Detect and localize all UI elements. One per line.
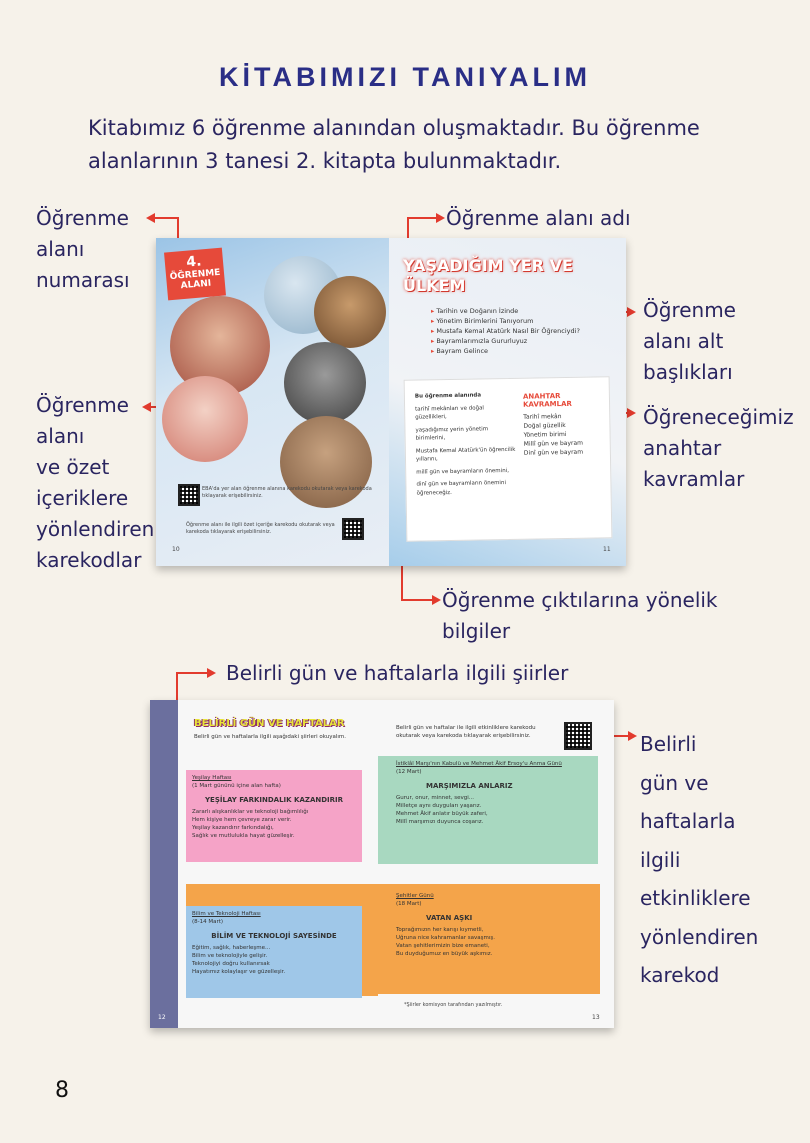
label-line: Belirli [640, 732, 697, 756]
poem-date: (1 Mart gününü içine alan hafta) [192, 783, 281, 789]
label-line: yönlendiren [640, 924, 759, 949]
poem-line: Yeşilay kazandırır farkındalığı, [192, 825, 274, 831]
qr-note: Belirli gün ve haftalar ile ilgili etkinliklere karekodu okutarak veya karekoda tıklayarak erişebilirsiniz. [396, 725, 536, 739]
keyword-item: Yönetim birimi [523, 430, 567, 439]
topic-item: ▸ Bayramlarımızla Gururluyuz [431, 336, 611, 346]
arrow-icon [627, 408, 636, 418]
poem-line: Mehmet Âkif anlatır büyük zaferi, [396, 811, 488, 817]
topic-item: ▸ Bayram Gelince [431, 346, 611, 356]
poem-title: MARŞIMIZLA ANLARIZ [426, 782, 513, 790]
poem-date: (8-14 Mart) [192, 919, 224, 925]
poem-line: Milletçe aynı duyguları yaşarız. [396, 803, 482, 809]
label-line: Öğrenme çıktılarına yönelik [442, 588, 718, 612]
keyword-item: Tarihî mekân [523, 413, 562, 421]
poem-line: Teknolojiyi doğru kullanırsak [192, 961, 270, 967]
intro-line: alanlarının 3 tanesi 2. kitapta bulunmaktadır. [88, 149, 562, 173]
keyword-item: Doğal güzellik [523, 421, 566, 430]
label-line: anahtar [643, 436, 722, 460]
label-line: alanı alt [643, 329, 724, 353]
book2-right-page [378, 700, 614, 1028]
keyword-item: Millî gün ve bayram [523, 439, 584, 448]
outcomes-list [415, 391, 517, 498]
label-line: Öğreneceğimiz [643, 405, 794, 429]
outcome-item: tarihî mekânları ve doğal güzellikleri, [415, 404, 485, 421]
image-ataturk-icon [284, 342, 366, 424]
poem-week: İstiklâl Marşı'nın Kabulü ve Mehmet Âkif Ersoy'u Anma Günü [396, 761, 562, 767]
page-number: 12 [158, 1014, 166, 1021]
outcome-item: yaşadığımız yerin yönetim birimlerini, [415, 425, 489, 442]
poem-week: Bilim ve Teknoloji Haftası [192, 911, 261, 917]
poem-line: Hem kişiye hem çevreye zarar verir. [192, 817, 292, 823]
page-number: 13 [592, 1014, 600, 1021]
label-line: yönlendiren [36, 517, 155, 541]
qr-text: Öğrenme alanı ile ilgili özet içeriğe karekodu okutarak veya karekoda tıklayarak erişebilirsiniz. [186, 522, 335, 535]
label-line: alanı [36, 237, 85, 261]
poem-line: Toprağımızın her karışı kıymetli, [396, 927, 484, 933]
arrow-line [154, 217, 178, 219]
label-line: Öğrenme [36, 206, 129, 230]
label-line: karekodlar [36, 548, 142, 572]
eba-text: EBA'da yer alan öğrenme alanına karekodu okutarak veya karekoda tıklayarak erişebilirsiniz. [202, 486, 372, 499]
intro-text [88, 112, 700, 178]
poem-week: Şehitler Günü [396, 893, 434, 899]
label-line: etkinliklere [640, 886, 751, 910]
label-activity-qr [640, 725, 758, 995]
label-line: alanı [36, 424, 85, 448]
poem-line: Hayatımız kolaylaşır ve güzelleşir. [192, 969, 286, 975]
page-side-strip [150, 700, 178, 1028]
poem-date: (12 Mart) [396, 769, 422, 775]
badge-text: ÖĞRENME ALANI [169, 267, 221, 292]
poem-date: (18 Mart) [396, 901, 422, 907]
label-line: Öğrenme [36, 393, 129, 417]
poem-line: Bilim ve teknolojiyle gelişir. [192, 953, 268, 959]
label-line: ve özet [36, 455, 110, 479]
topic-item: ▸ Yönetim Birimlerini Tanıyorum [431, 316, 611, 326]
label-line: başlıkları [643, 360, 733, 384]
poem-card [396, 892, 592, 958]
image-ruins-icon [314, 276, 386, 348]
label-line: kavramlar [643, 467, 745, 491]
label-qr-codes [36, 390, 154, 576]
page-number: 8 [55, 1078, 69, 1103]
keywords-box [523, 391, 604, 457]
poem-line: Vatan şehitlerimizin bize emaneti, [396, 943, 490, 949]
poem-line: Zararlı alışkanlıklar ve teknoloji bağımlılığı [192, 809, 309, 815]
topic-list [431, 306, 611, 356]
arrow-line [407, 217, 436, 219]
label-poems: Belirli gün ve haftalarla ilgili şiirler [226, 661, 569, 685]
label-learning-area-number [36, 203, 130, 296]
poem-title: YEŞİLAY FARKINDALIK KAZANDIRIR [204, 796, 344, 804]
arrow-line [176, 672, 208, 674]
label-subtopics [643, 295, 736, 388]
learning-area-badge [164, 248, 226, 301]
poem-line: Bu duyduğumuz en büyük aşkımız. [396, 951, 493, 957]
outcome-item: millî gün ve bayramların önemini, [416, 467, 509, 476]
image-kids-flags-icon [162, 376, 248, 462]
page-number: 10 [172, 546, 180, 553]
outcomes-paper [404, 376, 613, 542]
qr-code-icon[interactable] [564, 722, 592, 750]
book1-left-page [156, 238, 389, 566]
poem-line: Millî marşımızı duyunca coşarız. [396, 819, 484, 825]
arrow-line [401, 599, 433, 601]
label-line: içeriklere [36, 486, 129, 510]
poem-card [186, 906, 362, 998]
poem-title: VATAN AŞKI [426, 914, 473, 922]
arrow-icon [628, 731, 637, 741]
intro-line: Kitabımız 6 öğrenme alanından oluşmaktadır. Bu öğrenme [88, 116, 700, 140]
label-line: numarası [36, 268, 130, 292]
page-title: KİTABIMIZI TANIYALIM [219, 62, 591, 92]
label-line: gün ve [640, 770, 709, 795]
footnote: *Şiirler komisyon tarafından yazılmıştır. [404, 1002, 503, 1008]
book1-right-page [389, 238, 626, 566]
poem-title: BİLİM VE TEKNOLOJİ SAYESİNDE [211, 932, 337, 940]
label-line: ilgili [640, 847, 681, 872]
poem-line: Eğitim, sağlık, haberleşme... [192, 945, 271, 951]
poem-card [186, 770, 362, 862]
arrow-icon [207, 668, 216, 678]
qr-code-icon[interactable] [342, 518, 364, 540]
arrow-icon [436, 213, 445, 223]
book-spread-2 [150, 700, 614, 1028]
badge-number: 4. [185, 253, 203, 271]
book2-left-page [150, 700, 378, 1028]
outcome-item: dinî gün ve bayramların önemini öğreneceğiz. [416, 480, 507, 497]
qr-code-icon[interactable] [178, 484, 200, 506]
label-line: bilgiler [442, 619, 511, 643]
label-learning-area-name: Öğrenme alanı adı [446, 206, 631, 230]
section-title: BELİRLİ GÜN VE HAFTALAR [194, 718, 345, 729]
keywords-title: ANAHTAR KAVRAMLAR [522, 392, 572, 409]
section-subtitle: Belirli gün ve haftalarla ilgili aşağıdaki şiirleri okuyalım. [194, 734, 347, 740]
keyword-item: Dinî gün ve bayram [523, 448, 584, 457]
learning-area-title: YAŞADIĞIM YER VE ÜLKEM [403, 256, 573, 295]
book-spread-1 [156, 238, 626, 566]
arrow-icon [432, 595, 441, 605]
poem-line: Gurur, onur, minnet, sevgi... [396, 795, 475, 801]
topic-item: ▸ Mustafa Kemal Atatürk Nasıl Bir Öğrenciydi? [431, 326, 611, 336]
poem-week: Yeşilay Haftası [192, 775, 232, 781]
label-line: karekod [640, 963, 720, 987]
label-key-concepts [643, 402, 794, 495]
label-outcomes [442, 585, 718, 647]
topic-item: ▸ Tarihin ve Doğanın İzinde [431, 306, 611, 316]
page-number: 11 [603, 546, 611, 553]
outcomes-intro: Bu öğrenme alanında [414, 392, 482, 400]
label-line: Öğrenme [643, 298, 736, 322]
outcome-item: Mustafa Kemal Atatürk'ün öğrencilik yıllarını, [415, 446, 516, 463]
poem-line: Uğruna nice kahramanlar savaşmış. [396, 935, 495, 941]
arrow-icon [627, 307, 636, 317]
poem-card [396, 760, 592, 826]
poem-line: Sağlık ve mutlulukla hayat güzelleşir. [192, 833, 295, 839]
label-line: haftalarla [640, 809, 736, 833]
